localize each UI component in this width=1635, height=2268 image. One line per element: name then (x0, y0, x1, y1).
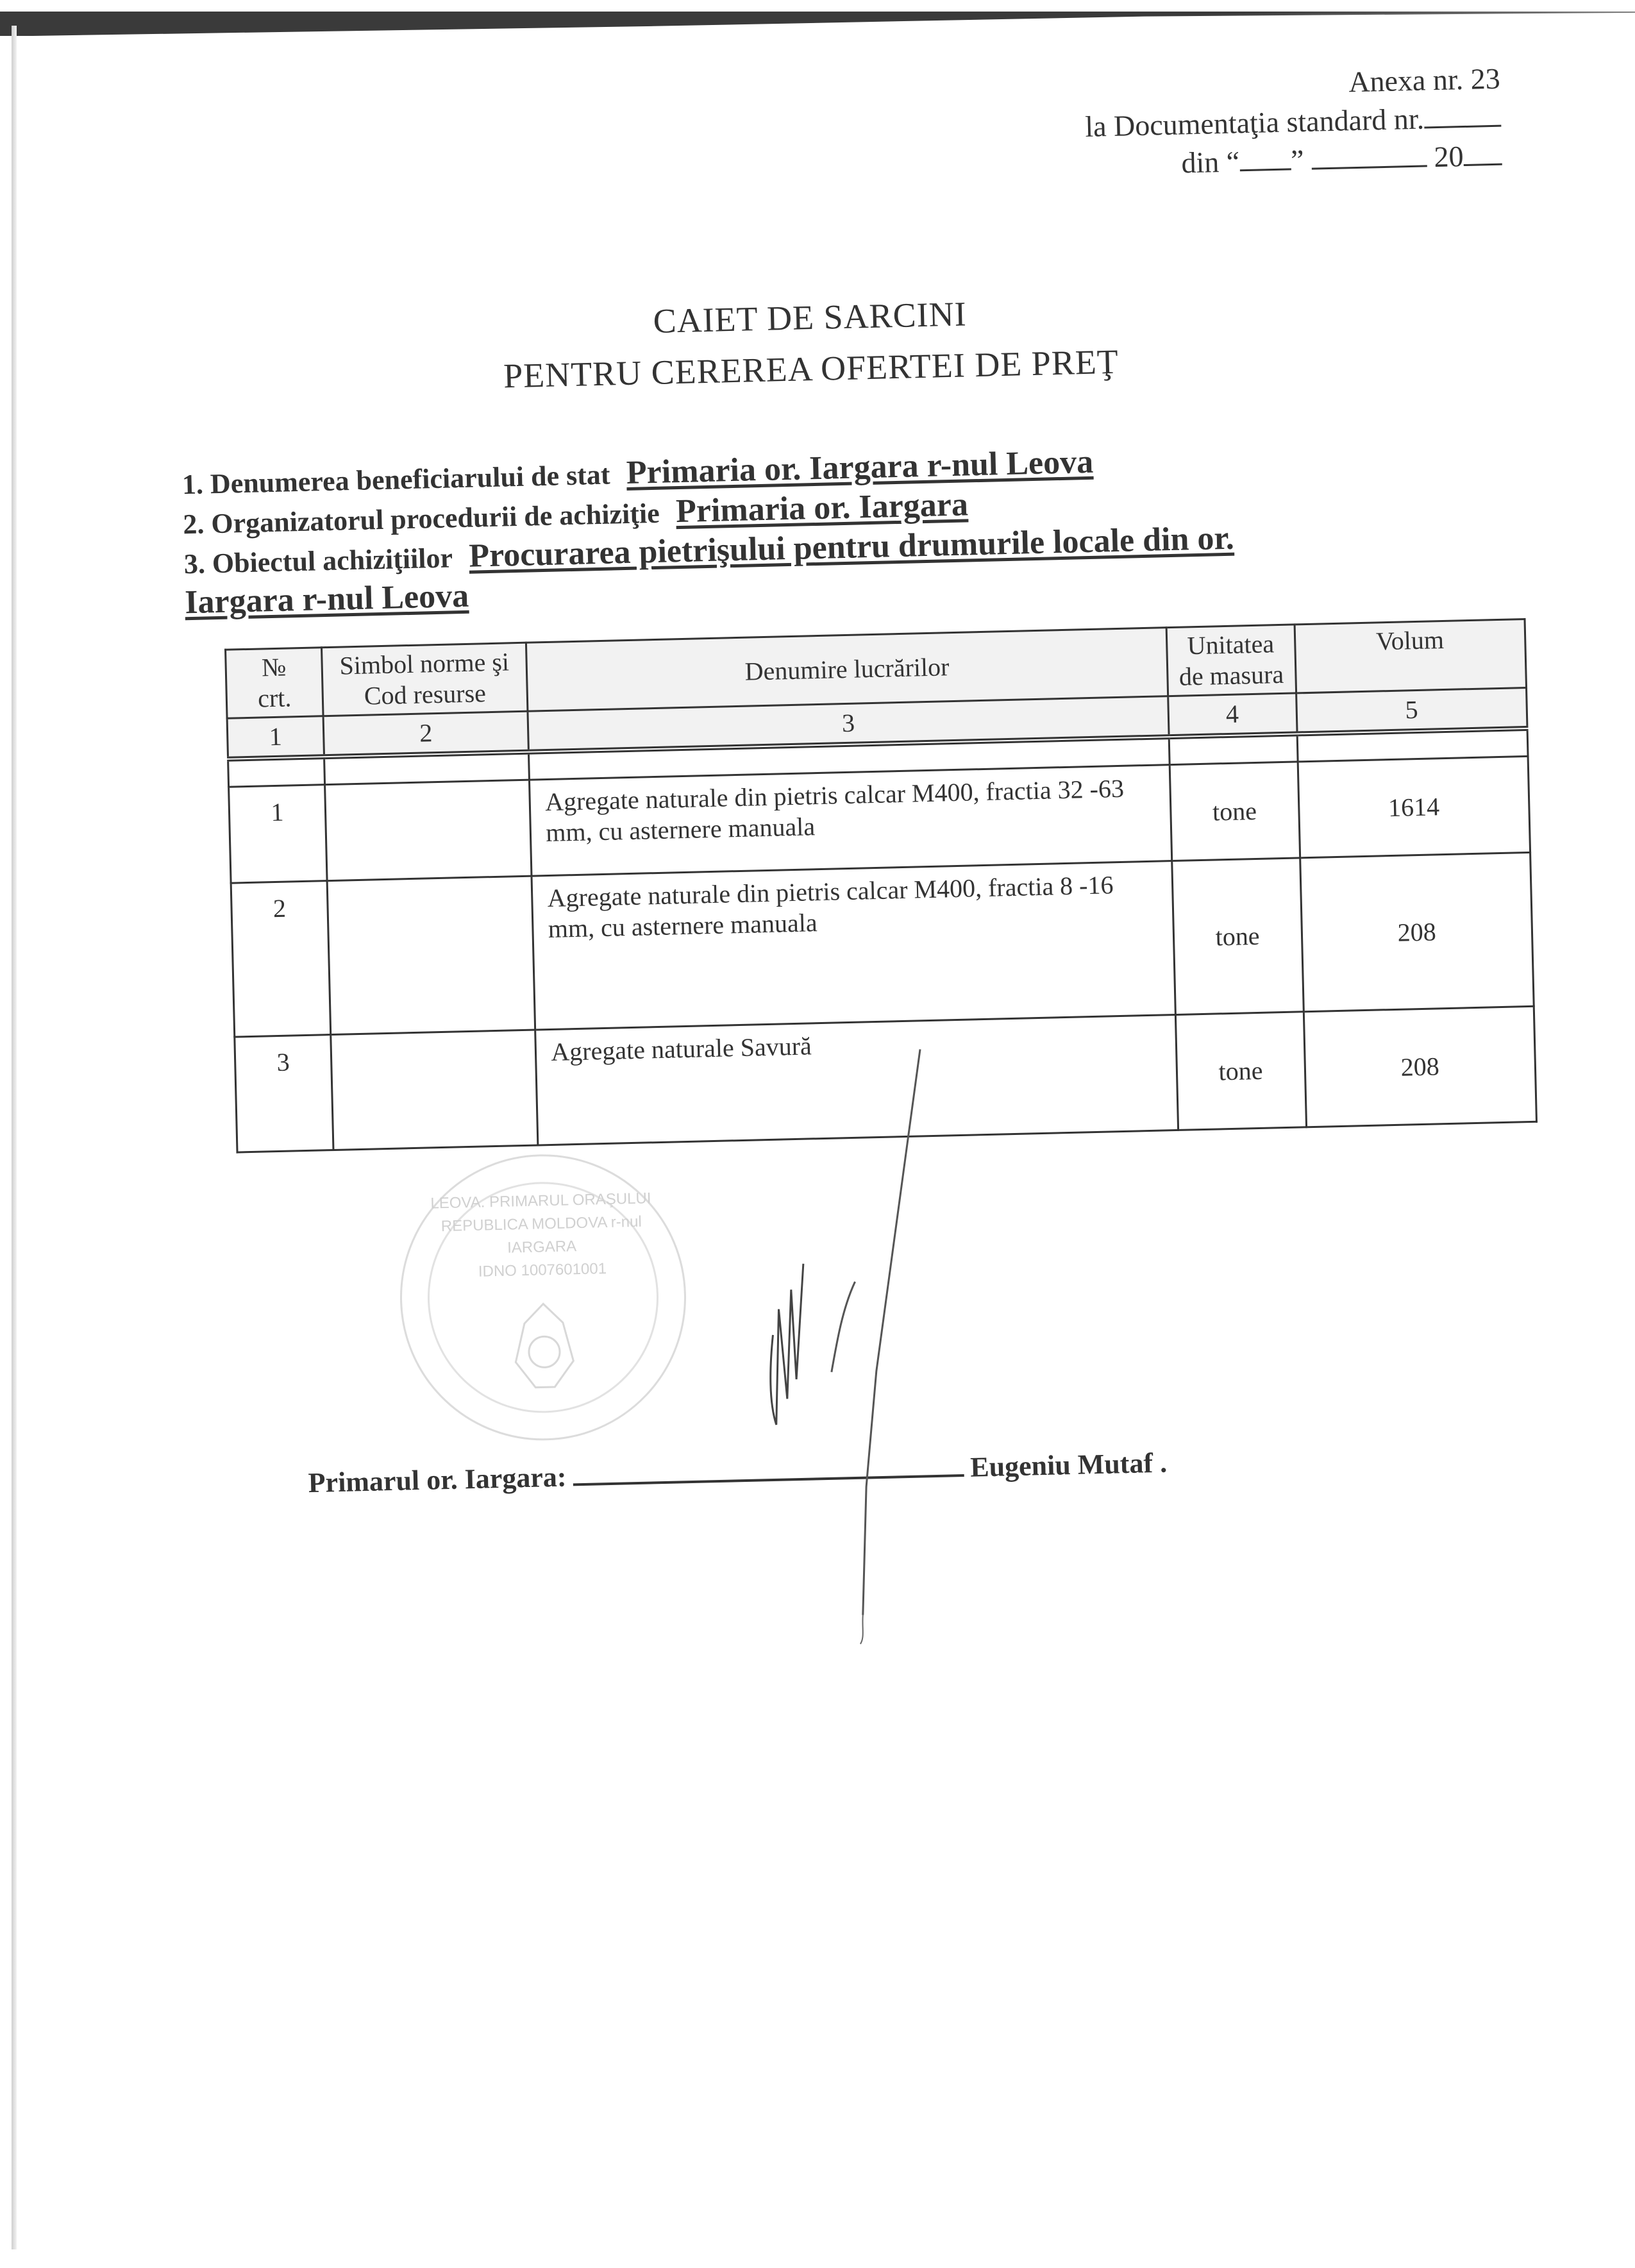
row-code (327, 876, 535, 1034)
header-unit: Unitatea de masura (1166, 625, 1296, 696)
row-code (324, 780, 532, 880)
row-unit: tone (1171, 858, 1303, 1015)
document-title (0, 273, 1629, 414)
row-volume: 208 (1304, 1006, 1537, 1127)
stamp-text-right: IARGARA (507, 1238, 577, 1257)
row-number: 1 (229, 785, 327, 883)
field-object: 3. Obiectul achiziţiilor Procurarea pietrişului pentru drumurile locale din or. (183, 519, 1235, 580)
official-stamp-icon (397, 1151, 689, 1443)
handwritten-signature-icon (728, 1035, 998, 1650)
title-line-1: CAIET DE SARCINI (652, 294, 968, 340)
row-unit: tone (1175, 1012, 1306, 1130)
annex-date: din “ ” 20 (1086, 137, 1502, 185)
header-volume: Volum (1295, 619, 1527, 693)
stamp-text-top: LEOVA. PRIMARUL ORAŞULUI (430, 1189, 651, 1213)
annex-number: Anexa nr. 23 (1348, 62, 1501, 99)
row-code (331, 1030, 539, 1150)
field-beneficiary: 1. Denumerea beneficiarului de stat Primaria or. Iargara r-nul Leova (181, 443, 1094, 501)
annex-header (1084, 60, 1502, 185)
doc-number-blank (1423, 99, 1501, 129)
annex-doc-ref: la Documentaţia standard nr. (1085, 98, 1502, 146)
procurement-fields (181, 435, 1403, 623)
row-description: Agregate naturale din pietris calcar M400, fractia 32 -63 mm, cu asternere manuala (530, 765, 1171, 876)
column-number: 3 (528, 696, 1168, 752)
stamp-idno: IDNO 1007601001 (478, 1260, 607, 1281)
row-number: 2 (231, 881, 330, 1037)
beneficiary-value: Primaria or. Iargara r-nul Leova (626, 443, 1094, 491)
row-volume: 208 (1300, 852, 1534, 1011)
column-number: 2 (323, 711, 529, 757)
header-name: Denumire lucrărilor (526, 628, 1168, 711)
header-symbol: Simbol norme şi Cod resurse (321, 643, 528, 716)
signatory-name: Eugeniu Mutaf . (969, 1447, 1168, 1483)
table-row (231, 852, 1534, 1037)
day-blank (1239, 142, 1291, 171)
row-description: Agregate naturale din pietris calcar M400, fractia 8 -16 mm, cu asternere manuala (532, 861, 1175, 1030)
year-blank (1463, 138, 1502, 166)
row-number: 3 (235, 1035, 333, 1152)
column-number: 1 (227, 716, 324, 759)
column-number: 4 (1168, 693, 1296, 737)
month-blank (1311, 139, 1427, 169)
object-value-continued: Iargara r-nul Leova (184, 577, 469, 621)
object-value: Procurarea pietrişului pentru drumurile locale din or. (468, 519, 1235, 575)
field-organizer: 2. Organizatorul procedurii de achiziţie Primaria or. Iargara (182, 486, 969, 541)
title-line-2: PENTRU CEREREA OFERTEI DE PREŢ (503, 342, 1119, 396)
signatory-role: Primarul or. Iargara: (308, 1461, 567, 1499)
row-volume: 1614 (1298, 756, 1530, 857)
row-description: Agregate naturale Savură (535, 1015, 1178, 1145)
row-unit: tone (1170, 762, 1300, 861)
stamp-text-left: REPUBLICA MOLDOVA r-nul (440, 1213, 642, 1236)
column-number: 5 (1296, 687, 1527, 734)
header-nr: № crt. (226, 648, 323, 718)
organizer-value: Primaria or. Iargara (675, 486, 969, 530)
